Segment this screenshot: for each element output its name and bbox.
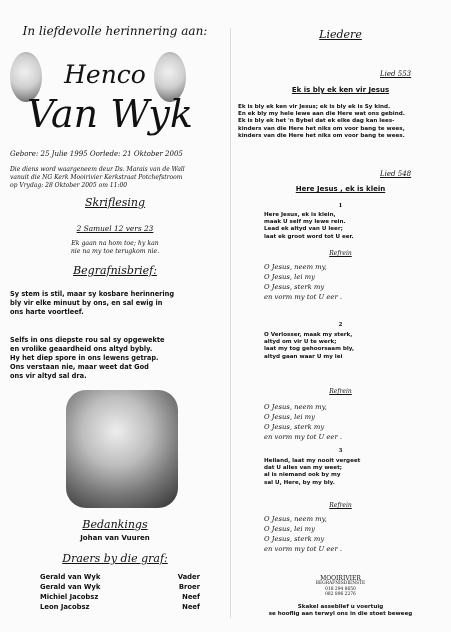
table-row: [40, 592, 200, 602]
verse-line: al is niemand ook by my: [264, 472, 341, 479]
service-line: vanuit die NG Kerk Mooirivier Kerkstraat Potchefstroom: [10, 174, 183, 181]
song1-title: Ek is bly ek ken vir Jesus: [291, 86, 390, 94]
verse2: [264, 332, 444, 361]
funeral-home-logo: [230, 576, 451, 598]
verse-line: Here Jesus, ek is klein,: [264, 212, 336, 218]
verse-line: Lead ek altyd van U leer;: [264, 226, 343, 233]
refrain-line: O Jesus, neem my,: [264, 403, 327, 411]
letter-line: ons vir altyd sal dra.: [10, 372, 87, 380]
letter-paragraph-2: [10, 336, 225, 381]
carrier-name: Michiel Jacobsz: [40, 593, 99, 601]
scripture-line: Ek gaan na hom toe; hy kan: [71, 240, 159, 247]
last-name: Van Wyk: [27, 92, 193, 136]
refrain-line: O Jesus, lei my: [264, 413, 315, 421]
service-details: [10, 166, 225, 190]
scripture-heading: Skriflesing: [84, 196, 146, 209]
memorial-heading: In liefdevolle herinnering aan:: [22, 24, 208, 38]
funeral-home-name: MOOIRIVIER: [320, 575, 361, 582]
song1-number: Lied 553: [380, 70, 412, 78]
songs-heading: Liedere: [319, 28, 362, 41]
refrain-line: O Jesus, sterk my: [264, 423, 325, 431]
carrier-name: Gerald van Wyk: [40, 583, 101, 591]
verse3-number: 3: [338, 448, 343, 454]
verse-line: Heiland, laat my nooit vergeet: [264, 458, 361, 464]
verse-line: maak U self my lewe rein.: [264, 219, 346, 226]
scripture-line: nie na my toe terugkom nie.: [70, 248, 160, 256]
carrier-name: Leon Jacobsz: [40, 603, 90, 611]
verse1: [264, 212, 444, 241]
funeral-home-line: 018 294 8650: [325, 586, 356, 592]
refrain-line: O Jesus, neem my,: [264, 515, 327, 523]
thanks-heading: Bedankings: [82, 518, 148, 531]
letter-line: ons harte voortleef.: [10, 308, 84, 316]
carrier-role: Broer: [178, 583, 200, 591]
verse-line: Ek is bly ek het 'n Bybel dat ek elke dag kan lees-: [238, 118, 395, 125]
refrain3-label: Refrein: [329, 502, 352, 509]
refrain-line: en vorm my tot U eer .: [264, 433, 343, 441]
refrain-line: O Jesus, sterk my: [264, 535, 325, 543]
refrain-line: O Jesus, lei my: [264, 273, 315, 281]
refrain2: [264, 402, 444, 442]
carriers-heading: Draers by die graf:: [62, 552, 168, 565]
song1-text: [238, 104, 450, 140]
procession-note: [230, 604, 451, 618]
refrain-line: O Jesus, neem my,: [264, 263, 327, 271]
verse-line: Ek is bly ek ken vir Jesus; ek is bly ek is Sy kind.: [238, 104, 391, 110]
refrain-label: Refrein: [329, 250, 352, 257]
verse-line: kinders van die Here het niks om voor bang te wees,: [238, 125, 405, 132]
verse-line: dat U alles van my weet;: [264, 465, 343, 472]
table-row: [40, 582, 200, 592]
refrain: [264, 262, 444, 302]
life-dates: Gebore: 25 Julie 1995 Oorlede: 21 Oktober 2005: [10, 150, 183, 158]
carrier-name: Gerald van Wyk: [40, 573, 101, 581]
funeral-home-line: 082 896 2276: [325, 592, 356, 598]
verse-line: sal U, Here, by my bly.: [264, 479, 335, 486]
verse-line: laat ek groot word tot U eer.: [264, 233, 354, 240]
table-row: [40, 602, 200, 612]
service-line: Die diens word waargeneem deur Ds. Marais van de Wall: [10, 166, 185, 173]
procession-line: Skakel asseblief u voertuig: [297, 604, 384, 610]
child-portrait-photo: [66, 390, 178, 508]
table-row: [40, 572, 200, 582]
verse-line: En ek bly my hele lewe aan die Here wat ons gebind.: [238, 111, 405, 118]
carrier-role: Neef: [182, 593, 200, 601]
right-column: [230, 0, 451, 632]
letter-line: Sy stem is stil, maar sy kosbare herinnering: [10, 290, 175, 298]
service-line: op Vrydag: 28 Oktober 2005 om 11:00: [10, 182, 128, 189]
verse-line: altyd om vir U te werk;: [264, 339, 337, 346]
verse3: [264, 458, 444, 487]
letter-line: Selfs in ons diepste rou sal sy opgewekte: [10, 336, 165, 344]
scripture-reference: 2 Samuel 12 vers 23: [76, 224, 154, 233]
refrain-line: O Jesus, sterk my: [264, 283, 325, 291]
letter-paragraph-1: [10, 290, 225, 317]
funeral-home-line: BEGRAFNISDIENSTE: [315, 581, 366, 587]
refrain-line: O Jesus, lei my: [264, 525, 315, 533]
burial-letter-heading: Begrafnisbrief:: [73, 264, 157, 277]
letter-line: bly vir elke minuut by ons, en sal ewig in: [10, 299, 163, 307]
first-name: Henco: [64, 60, 146, 89]
verse-line: kinders van die Here het niks om voor bang te wees.: [238, 132, 405, 139]
thanks-name: Johan van Vuuren: [80, 534, 150, 542]
scripture-text: [0, 240, 230, 256]
verse2-number: 2: [338, 322, 343, 328]
carrier-role: Vader: [177, 573, 200, 581]
letter-line: Ons verstaan nie, maar weet dat God: [10, 363, 149, 371]
verse-line: O Verlosser, maak my sterk,: [264, 332, 353, 338]
refrain3: [264, 514, 444, 554]
song2-number: Lied 548: [380, 170, 412, 178]
carriers-table: [40, 572, 200, 612]
song2-title: Here Jesus , ek is klein: [295, 185, 386, 193]
letter-line: Hy het diep spore in ons lewens getrap.: [10, 354, 159, 362]
refrain2-label: Refrein: [329, 388, 352, 395]
procession-line: se hooflig aan terwyl ons in die stoet beweeg: [268, 611, 413, 617]
verse-line: altyd gaan waar U my lei: [264, 353, 343, 360]
refrain-line: en vorm my tot U eer .: [264, 293, 343, 301]
letter-line: en vrolike geaardheid ons altyd bybly.: [10, 345, 153, 353]
verse-line: laat my tog gehoorsaam bly,: [264, 346, 355, 353]
refrain-line: en vorm my tot U eer .: [264, 545, 343, 553]
verse1-number: 1: [338, 203, 343, 209]
carrier-role: Neef: [182, 603, 200, 611]
